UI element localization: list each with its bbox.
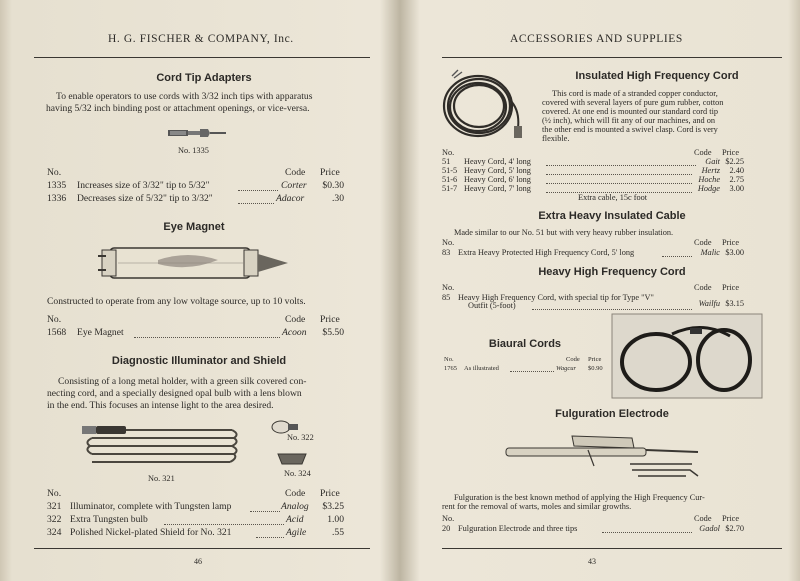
row-desc: As illustrated: [464, 365, 499, 372]
cord-tip-intro-1: To enable operators to use cords with 3/32 inch tips with apparatus: [56, 91, 313, 102]
leader-dots: [510, 371, 554, 372]
right-page: [402, 0, 800, 581]
section-title-insulated-hf: Insulated High Frequency Cord: [575, 70, 739, 82]
col-header-no: No.: [47, 488, 62, 499]
hf-desc-5: the other end is mounted a swivel clasp. Cord is very: [542, 125, 718, 134]
row-price: .55: [332, 527, 344, 538]
row-no: 51: [442, 157, 451, 166]
header-rule: [442, 57, 782, 58]
leader-dots: [546, 174, 692, 175]
col-header-price: Price: [722, 238, 740, 247]
fulguration-electrode-image: [502, 428, 702, 486]
page-header: H. G. FISCHER & COMPANY, Inc.: [108, 33, 294, 45]
image-label-321: No. 321: [148, 474, 175, 483]
row-no: 1336: [47, 193, 67, 204]
col-header-no: No.: [444, 356, 454, 363]
row-no: 1765: [444, 365, 457, 372]
row-code: Adacor: [276, 193, 305, 204]
row-desc: Heavy Cord, 5' long: [464, 166, 531, 175]
page-number: 43: [588, 557, 596, 566]
row-price: 1.00: [327, 514, 344, 525]
section-title-illuminator: Diagnostic Illuminator and Shield: [111, 355, 287, 367]
eye-magnet-image: [98, 240, 288, 286]
row-no: 1335: [47, 180, 67, 191]
fulguration-desc-2: rent for the removal of warts, moles and similar growths.: [442, 502, 632, 511]
row-price: $5.50: [322, 327, 344, 338]
row-price: $3.15: [725, 299, 744, 308]
col-header-code: Code: [285, 314, 306, 325]
col-header-no: No.: [442, 514, 455, 523]
row-code: Corter: [281, 180, 307, 191]
row-no: 85: [442, 293, 451, 302]
leader-dots: [134, 337, 280, 338]
row-code: Wagcur: [556, 365, 576, 372]
image-label-322: No. 322: [287, 433, 314, 442]
col-header-price: Price: [320, 314, 340, 325]
row-no: 51-5: [442, 166, 458, 175]
section-title-eye-magnet: Eye Magnet: [163, 221, 225, 233]
bulb-322-image: [272, 420, 298, 434]
row-price: $2.25: [725, 157, 744, 166]
col-header-code: Code: [694, 148, 712, 157]
row-desc: Heavy Cord, 7' long: [464, 184, 531, 193]
row-no: 322: [47, 514, 62, 525]
image-label-324: No. 324: [284, 469, 311, 478]
coiled-cord-image: [440, 70, 530, 142]
leader-dots: [602, 532, 692, 533]
extra-heavy-desc: Made similar to our No. 51 but with very heavy rubber insulation.: [454, 228, 674, 237]
leader-dots: [532, 309, 692, 310]
section-title-fulguration: Fulguration Electrode: [555, 408, 669, 420]
page-header: ACCESSORIES AND SUPPLIES: [510, 33, 683, 45]
illuminator-desc-1: Consisting of a long metal holder, with a green silk covered con-: [58, 376, 307, 387]
extra-cable-note: Extra cable, 15c foot: [578, 193, 648, 202]
row-desc: Extra Heavy Protected High Frequency Cord, 5' long: [458, 248, 635, 257]
illuminator-image: [82, 422, 242, 472]
col-header-code: Code: [694, 238, 712, 247]
row-desc: Heavy Cord, 6' long: [464, 175, 531, 184]
col-header-code: Code: [285, 167, 306, 178]
section-title-cord-tip: Cord Tip Adapters: [156, 72, 252, 84]
col-header-no: No.: [442, 283, 455, 292]
section-title-heavy-hf: Heavy High Frequency Cord: [538, 266, 686, 278]
row-code: Gadol: [699, 524, 720, 533]
leader-dots: [546, 165, 696, 166]
row-no: 51-7: [442, 184, 458, 193]
hf-desc-6: flexible.: [542, 134, 570, 143]
footer-rule: [442, 548, 782, 549]
row-code: Hoche: [698, 175, 720, 184]
row-code: Wailfu: [698, 299, 720, 308]
col-header-price: Price: [722, 283, 740, 292]
cord-tip-adapter-image: [168, 126, 230, 140]
row-no: 321: [47, 501, 62, 512]
row-price: $3.25: [322, 501, 344, 512]
hf-desc-2: covered with several layers of pure gum rubber, cotton: [542, 98, 724, 107]
row-price: $3.00: [725, 248, 744, 257]
col-header-price: Price: [722, 514, 740, 523]
row-price: 3.00: [729, 184, 744, 193]
col-header-code: Code: [285, 488, 306, 499]
leader-dots: [256, 537, 284, 538]
image-label-1335: No. 1335: [178, 146, 209, 155]
hf-desc-3: covered. At one end is mounted our standard cord tip: [542, 107, 719, 116]
cord-tip-intro-2: having 5/32 inch binding post or attachment openings, or vice-versa.: [46, 103, 310, 114]
col-header-price: Price: [588, 356, 602, 363]
section-title-extra-heavy: Extra Heavy Insulated Cable: [538, 210, 686, 222]
row-price: 2.40: [729, 166, 744, 175]
shield-324-image: [278, 452, 308, 466]
fulguration-desc-1: Fulguration is the best known method of applying the High Frequency Cur-: [454, 493, 705, 502]
col-header-price: Price: [320, 167, 340, 178]
leader-dots: [238, 203, 274, 204]
footer-rule: [34, 548, 370, 549]
col-header-no: No.: [47, 314, 62, 325]
col-header-code: Code: [694, 514, 712, 523]
row-desc: Heavy High Frequency Cord, with special tip for Type "V": [458, 293, 654, 302]
row-no: 20: [442, 524, 451, 533]
row-desc: Polished Nickel-plated Shield for No. 321: [70, 527, 232, 538]
row-desc: Increases size of 3/32" tip to 5/32": [77, 180, 210, 191]
row-code: Gait: [705, 157, 720, 166]
row-code: Hertz: [701, 166, 720, 175]
row-desc: Illuminator, complete with Tungsten lamp: [70, 501, 232, 512]
col-header-code: Code: [566, 356, 580, 363]
row-code: Agile: [286, 527, 307, 538]
leader-dots: [662, 256, 692, 257]
row-code: Hodge: [697, 184, 720, 193]
leader-dots: [238, 190, 278, 191]
col-header-code: Code: [694, 283, 712, 292]
header-rule: [34, 57, 370, 58]
row-code: Analog: [281, 501, 309, 512]
row-no: 1568: [47, 327, 67, 338]
leader-dots: [164, 524, 284, 525]
row-price: $2.70: [725, 524, 744, 533]
row-price: $0.90: [588, 365, 603, 372]
row-code: Acoon: [282, 327, 307, 338]
row-desc: Decreases size of 5/32" tip to 3/32": [77, 193, 213, 204]
col-header-no: No.: [47, 167, 62, 178]
row-price: 2.75: [729, 175, 744, 184]
row-code: Acid: [286, 514, 304, 525]
hf-desc-1: This cord is made of a stranded copper conductor,: [552, 89, 718, 98]
illuminator-desc-3: in the end. This focuses an intense light to the area desired.: [47, 400, 274, 411]
row-no: 83: [442, 248, 451, 257]
col-header-price: Price: [722, 148, 740, 157]
row-desc: Eye Magnet: [77, 327, 124, 338]
leader-dots: [250, 511, 280, 512]
row-desc: Heavy Cord, 4' long: [464, 157, 531, 166]
page-number: 46: [194, 557, 202, 566]
row-code: Malic: [700, 248, 720, 257]
row-desc: Fulguration Electrode and three tips: [458, 524, 578, 533]
col-header-price: Price: [320, 488, 340, 499]
left-page: [0, 0, 398, 581]
leader-dots: [546, 183, 692, 184]
col-header-no: No.: [442, 238, 455, 247]
section-title-biaural: Biaural Cords: [488, 338, 562, 350]
eye-magnet-desc: Constructed to operate from any low voltage source, up to 10 volts.: [47, 296, 306, 307]
biaural-cords-photo: [612, 314, 762, 398]
row-desc: Extra Tungsten bulb: [70, 514, 148, 525]
row-price: $0.30: [322, 180, 344, 191]
hf-desc-4: (½ inch), which will fit any of our machines, and on: [542, 116, 716, 125]
row-desc-2: Outfit (5-foot): [468, 301, 516, 310]
row-no: 324: [47, 527, 62, 538]
row-no: 51-6: [442, 175, 458, 184]
row-price: .30: [332, 193, 344, 204]
col-header-no: No.: [442, 148, 455, 157]
illuminator-desc-2: necting cord, and a specially designed opal bulb with a lens blown: [47, 388, 302, 399]
